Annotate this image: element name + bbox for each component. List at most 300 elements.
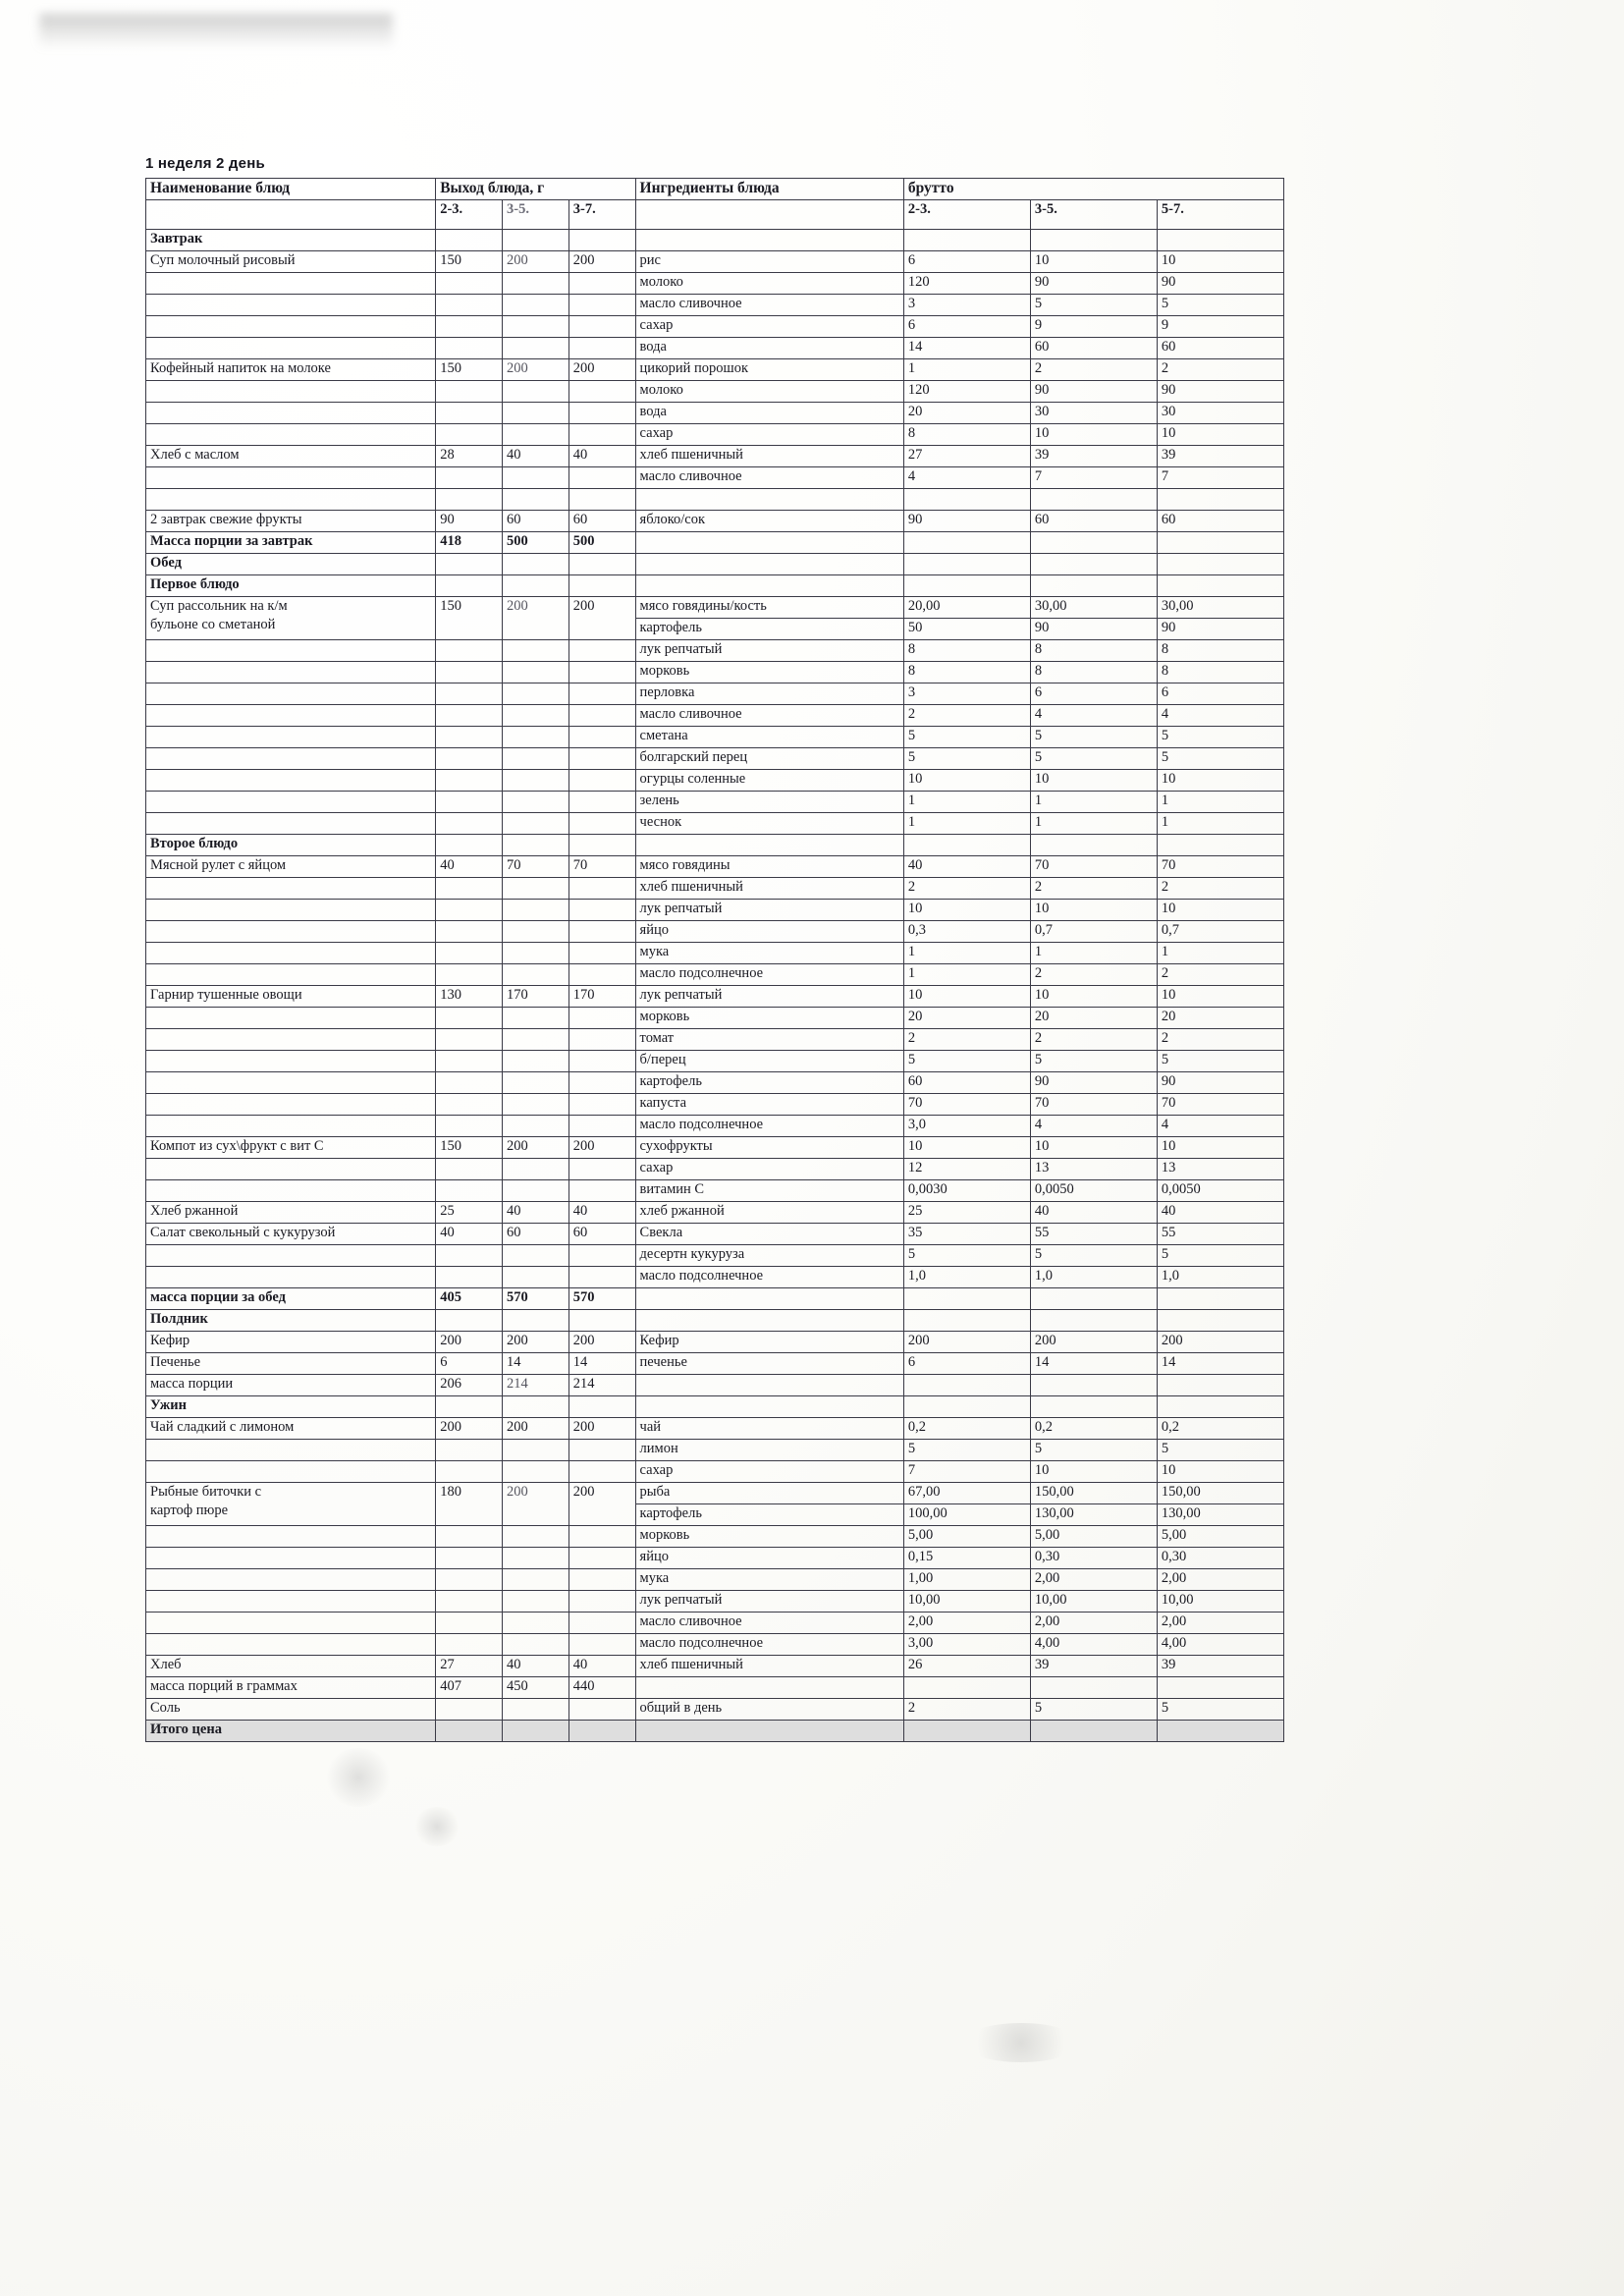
brutto-5-7 <box>1157 1677 1283 1699</box>
table-row <box>146 727 1284 748</box>
ingredient-name: чай <box>635 1418 903 1440</box>
yield-3-5 <box>502 964 568 986</box>
brutto-2-3: 4 <box>903 467 1030 489</box>
yield-3-7: 40 <box>568 1656 635 1677</box>
table-row <box>146 1137 1284 1159</box>
yield-3-5 <box>502 1310 568 1332</box>
brutto-3-5: 90 <box>1030 1072 1157 1094</box>
brutto-5-7: 90 <box>1157 273 1283 295</box>
subheader-yield-2-3: 2-3. <box>436 200 503 230</box>
dish-name <box>146 748 436 770</box>
yield-3-7 <box>568 1051 635 1072</box>
brutto-3-5: 5 <box>1030 1245 1157 1267</box>
yield-3-5 <box>502 1721 568 1742</box>
brutto-2-3: 3,0 <box>903 1116 1030 1137</box>
dish-name <box>146 900 436 921</box>
ingredient-name <box>635 230 903 251</box>
yield-3-7 <box>568 1008 635 1029</box>
ingredient-name: б/перец <box>635 1051 903 1072</box>
yield-3-7: 70 <box>568 856 635 878</box>
brutto-5-7: 4,00 <box>1157 1634 1283 1656</box>
empty-cell <box>1157 489 1283 511</box>
table-row <box>146 467 1284 489</box>
yield-3-7 <box>568 943 635 964</box>
yield-2-3: 90 <box>436 511 503 532</box>
yield-3-5 <box>502 1591 568 1613</box>
brutto-3-5 <box>1030 575 1157 597</box>
brutto-2-3: 20,00 <box>903 597 1030 619</box>
brutto-3-5: 8 <box>1030 640 1157 662</box>
table-row <box>146 597 1284 619</box>
brutto-5-7: 2 <box>1157 1029 1283 1051</box>
ingredient-name: десертн кукуруза <box>635 1245 903 1267</box>
dish-name <box>146 683 436 705</box>
brutto-3-5: 5 <box>1030 1051 1157 1072</box>
yield-3-7 <box>568 1116 635 1137</box>
brutto-3-5: 0,2 <box>1030 1418 1157 1440</box>
brutto-5-7: 5 <box>1157 1440 1283 1461</box>
yield-2-3 <box>436 1569 503 1591</box>
menu-table <box>145 178 1284 1742</box>
yield-3-7: 60 <box>568 511 635 532</box>
yield-3-7 <box>568 1721 635 1742</box>
yield-3-5 <box>502 640 568 662</box>
ingredient-name: Кефир <box>635 1332 903 1353</box>
brutto-3-5: 10 <box>1030 251 1157 273</box>
brutto-3-5: 20 <box>1030 1008 1157 1029</box>
brutto-5-7: 14 <box>1157 1353 1283 1375</box>
brutto-3-5: 0,7 <box>1030 921 1157 943</box>
ingredient-name: масло сливочное <box>635 1613 903 1634</box>
dish-name: Чай сладкий с лимоном <box>146 1418 436 1440</box>
brutto-2-3: 20 <box>903 403 1030 424</box>
brutto-2-3: 2 <box>903 1029 1030 1051</box>
brutto-5-7: 1 <box>1157 813 1283 835</box>
brutto-5-7: 130,00 <box>1157 1504 1283 1526</box>
brutto-2-3: 3 <box>903 683 1030 705</box>
brutto-2-3: 7 <box>903 1461 1030 1483</box>
yield-3-7 <box>568 770 635 792</box>
brutto-3-5: 10,00 <box>1030 1591 1157 1613</box>
ingredient-name: хлеб пшеничный <box>635 446 903 467</box>
yield-2-3 <box>436 1613 503 1634</box>
brutto-3-5: 130,00 <box>1030 1504 1157 1526</box>
ingredient-name: зелень <box>635 792 903 813</box>
yield-3-5 <box>502 878 568 900</box>
brutto-3-5: 5 <box>1030 295 1157 316</box>
yield-3-7 <box>568 748 635 770</box>
yield-2-3 <box>436 1440 503 1461</box>
ingredient-name: чеснок <box>635 813 903 835</box>
brutto-5-7 <box>1157 1288 1283 1310</box>
brutto-5-7: 6 <box>1157 683 1283 705</box>
yield-3-5 <box>502 835 568 856</box>
yield-3-7: 40 <box>568 446 635 467</box>
yield-3-5: 450 <box>502 1677 568 1699</box>
yield-3-5 <box>502 1440 568 1461</box>
yield-2-3 <box>436 1051 503 1072</box>
table-row <box>146 1353 1284 1375</box>
brutto-2-3: 120 <box>903 273 1030 295</box>
dish-name: Суп молочный рисовый <box>146 251 436 273</box>
dish-name <box>146 921 436 943</box>
yield-3-7 <box>568 381 635 403</box>
yield-2-3 <box>436 1699 503 1721</box>
subheader-cell-empty2 <box>635 200 903 230</box>
brutto-3-5: 200 <box>1030 1332 1157 1353</box>
brutto-2-3: 8 <box>903 424 1030 446</box>
yield-2-3 <box>436 943 503 964</box>
ingredient-name: сметана <box>635 727 903 748</box>
brutto-2-3 <box>903 1375 1030 1396</box>
yield-3-7 <box>568 1159 635 1180</box>
ingredient-name: болгарский перец <box>635 748 903 770</box>
subheader-brutto-2-3: 2-3. <box>903 200 1030 230</box>
yield-3-7 <box>568 792 635 813</box>
brutto-2-3 <box>903 575 1030 597</box>
brutto-3-5: 39 <box>1030 1656 1157 1677</box>
empty-cell <box>436 489 503 511</box>
brutto-5-7: 5 <box>1157 1051 1283 1072</box>
yield-3-5 <box>502 1008 568 1029</box>
brutto-5-7: 2 <box>1157 964 1283 986</box>
yield-3-7 <box>568 921 635 943</box>
yield-2-3 <box>436 295 503 316</box>
brutto-5-7: 20 <box>1157 1008 1283 1029</box>
brutto-2-3: 1 <box>903 359 1030 381</box>
brutto-3-5: 5 <box>1030 727 1157 748</box>
yield-3-5 <box>502 748 568 770</box>
yield-2-3 <box>436 1029 503 1051</box>
table-row <box>146 359 1284 381</box>
ingredient-name: хлеб ржанной <box>635 1202 903 1224</box>
brutto-2-3 <box>903 1310 1030 1332</box>
brutto-5-7 <box>1157 835 1283 856</box>
yield-3-5 <box>502 1180 568 1202</box>
ingredient-name: витамин С <box>635 1180 903 1202</box>
yield-2-3 <box>436 1180 503 1202</box>
header-cell-brutto: брутто <box>903 179 1283 200</box>
yield-3-7: 200 <box>568 1418 635 1440</box>
dish-name <box>146 1029 436 1051</box>
ingredient-name: яйцо <box>635 1548 903 1569</box>
brutto-5-7: 1 <box>1157 943 1283 964</box>
yield-2-3 <box>436 554 503 575</box>
brutto-5-7: 5 <box>1157 295 1283 316</box>
ingredient-name: лук репчатый <box>635 1591 903 1613</box>
brutto-3-5 <box>1030 1310 1157 1332</box>
ingredient-name: рис <box>635 251 903 273</box>
yield-3-5: 200 <box>502 1332 568 1353</box>
table-row <box>146 856 1284 878</box>
yield-3-5: 60 <box>502 511 568 532</box>
brutto-5-7: 5 <box>1157 1699 1283 1721</box>
brutto-3-5 <box>1030 1288 1157 1310</box>
brutto-5-7: 7 <box>1157 467 1283 489</box>
brutto-3-5: 4 <box>1030 1116 1157 1137</box>
brutto-2-3: 1 <box>903 943 1030 964</box>
yield-3-7 <box>568 813 635 835</box>
brutto-5-7: 40 <box>1157 1202 1283 1224</box>
brutto-2-3: 50 <box>903 619 1030 640</box>
yield-3-5: 500 <box>502 532 568 554</box>
yield-2-3: 150 <box>436 1137 503 1159</box>
yield-2-3 <box>436 683 503 705</box>
ingredient-name: картофель <box>635 1072 903 1094</box>
table-row <box>146 878 1284 900</box>
table-row <box>146 640 1284 662</box>
brutto-3-5: 30 <box>1030 403 1157 424</box>
yield-3-7 <box>568 900 635 921</box>
yield-2-3 <box>436 748 503 770</box>
brutto-3-5: 90 <box>1030 619 1157 640</box>
ingredient-name: общий в день <box>635 1699 903 1721</box>
ingredient-name: масло подсолнечное <box>635 964 903 986</box>
brutto-5-7: 9 <box>1157 316 1283 338</box>
ingredient-name: мука <box>635 943 903 964</box>
table-header-row <box>146 179 1284 200</box>
brutto-5-7: 5 <box>1157 748 1283 770</box>
table-row <box>146 446 1284 467</box>
brutto-5-7: 90 <box>1157 1072 1283 1094</box>
brutto-2-3: 67,00 <box>903 1483 1030 1504</box>
dish-name <box>146 964 436 986</box>
yield-3-7: 14 <box>568 1353 635 1375</box>
yield-2-3 <box>436 1159 503 1180</box>
dish-name <box>146 1440 436 1461</box>
table-row <box>146 1267 1284 1288</box>
dish-name <box>146 705 436 727</box>
ingredient-name: сухофрукты <box>635 1137 903 1159</box>
section-label: Второе блюдо <box>146 835 436 856</box>
yield-3-5 <box>502 921 568 943</box>
brutto-5-7: 2,00 <box>1157 1613 1283 1634</box>
brutto-3-5: 8 <box>1030 662 1157 683</box>
table-row <box>146 900 1284 921</box>
yield-3-7 <box>568 878 635 900</box>
ingredient-name: лук репчатый <box>635 900 903 921</box>
brutto-5-7 <box>1157 575 1283 597</box>
yield-2-3: 40 <box>436 856 503 878</box>
brutto-2-3: 1 <box>903 964 1030 986</box>
table-row <box>146 1591 1284 1613</box>
table-row <box>146 943 1284 964</box>
yield-3-5: 200 <box>502 359 568 381</box>
yield-3-5 <box>502 1461 568 1483</box>
page-title: 1 неделя 2 день <box>145 155 265 172</box>
brutto-2-3: 60 <box>903 1072 1030 1094</box>
yield-3-7 <box>568 467 635 489</box>
table-row <box>146 662 1284 683</box>
ingredient-name: масло сливочное <box>635 705 903 727</box>
table-row <box>146 792 1284 813</box>
table-row <box>146 1396 1284 1418</box>
yield-2-3 <box>436 467 503 489</box>
yield-3-5 <box>502 792 568 813</box>
table-row <box>146 1245 1284 1267</box>
table-row <box>146 381 1284 403</box>
dish-name <box>146 424 436 446</box>
dish-name <box>146 295 436 316</box>
yield-3-7 <box>568 424 635 446</box>
brutto-2-3 <box>903 1721 1030 1742</box>
brutto-2-3: 2,00 <box>903 1613 1030 1634</box>
yield-3-5: 40 <box>502 1202 568 1224</box>
table-row <box>146 1094 1284 1116</box>
table-row <box>146 295 1284 316</box>
brutto-3-5: 55 <box>1030 1224 1157 1245</box>
yield-3-5 <box>502 554 568 575</box>
menu-document <box>145 155 1284 1742</box>
yield-3-7 <box>568 1072 635 1094</box>
brutto-3-5: 5 <box>1030 1440 1157 1461</box>
yield-3-5: 200 <box>502 1418 568 1440</box>
ingredient-name: морковь <box>635 662 903 683</box>
yield-2-3: 150 <box>436 597 503 640</box>
yield-3-5 <box>502 813 568 835</box>
yield-3-7 <box>568 705 635 727</box>
yield-3-5 <box>502 1699 568 1721</box>
yield-3-7 <box>568 835 635 856</box>
brutto-2-3 <box>903 835 1030 856</box>
yield-3-7 <box>568 554 635 575</box>
brutto-2-3: 8 <box>903 640 1030 662</box>
table-row <box>146 403 1284 424</box>
table-row <box>146 683 1284 705</box>
brutto-2-3: 10 <box>903 770 1030 792</box>
yield-3-5 <box>502 1116 568 1137</box>
dish-name <box>146 1267 436 1288</box>
ingredient-name: молоко <box>635 381 903 403</box>
dish-name <box>146 1569 436 1591</box>
yield-2-3 <box>436 1396 503 1418</box>
brutto-2-3: 100,00 <box>903 1504 1030 1526</box>
yield-2-3: 130 <box>436 986 503 1008</box>
ingredient-name: мясо говядины <box>635 856 903 878</box>
dish-name: Хлеб <box>146 1656 436 1677</box>
yield-3-5 <box>502 900 568 921</box>
yield-3-7: 200 <box>568 1332 635 1353</box>
brutto-3-5: 2 <box>1030 964 1157 986</box>
yield-3-5 <box>502 1634 568 1656</box>
brutto-5-7: 0,2 <box>1157 1418 1283 1440</box>
yield-3-7 <box>568 295 635 316</box>
ingredient-name: огурцы соленные <box>635 770 903 792</box>
ingredient-name: Свекла <box>635 1224 903 1245</box>
dish-name <box>146 1180 436 1202</box>
brutto-2-3: 2 <box>903 878 1030 900</box>
brutto-2-3: 1,0 <box>903 1267 1030 1288</box>
yield-2-3 <box>436 1245 503 1267</box>
brutto-2-3 <box>903 230 1030 251</box>
dish-name <box>146 640 436 662</box>
ingredient-name: сахар <box>635 316 903 338</box>
table-row <box>146 986 1284 1008</box>
subheader-brutto-5-7: 5-7. <box>1157 200 1283 230</box>
brutto-2-3: 90 <box>903 511 1030 532</box>
yield-3-5: 200 <box>502 1137 568 1159</box>
table-row <box>146 1332 1284 1353</box>
yield-2-3 <box>436 705 503 727</box>
yield-3-5 <box>502 1548 568 1569</box>
yield-3-7 <box>568 1548 635 1569</box>
yield-3-7 <box>568 1569 635 1591</box>
brutto-2-3: 5 <box>903 727 1030 748</box>
ingredient-name: лимон <box>635 1440 903 1461</box>
table-row <box>146 1288 1284 1310</box>
yield-2-3 <box>436 1721 503 1742</box>
yield-2-3 <box>436 1094 503 1116</box>
yield-3-5 <box>502 273 568 295</box>
yield-3-5 <box>502 705 568 727</box>
yield-2-3: 40 <box>436 1224 503 1245</box>
brutto-5-7: 90 <box>1157 619 1283 640</box>
section-label: Ужин <box>146 1396 436 1418</box>
table-row <box>146 338 1284 359</box>
dish-name: Кефир <box>146 1332 436 1353</box>
brutto-5-7: 0,0050 <box>1157 1180 1283 1202</box>
brutto-2-3: 0,0030 <box>903 1180 1030 1202</box>
ingredient-name: яйцо <box>635 921 903 943</box>
subheader-yield-3-5: 3-5. <box>502 200 568 230</box>
yield-3-7 <box>568 727 635 748</box>
ingredient-name <box>635 575 903 597</box>
dish-name: 2 завтрак свежие фрукты <box>146 511 436 532</box>
dish-name <box>146 878 436 900</box>
ingredient-name: морковь <box>635 1526 903 1548</box>
yield-2-3 <box>436 921 503 943</box>
yield-2-3 <box>436 1267 503 1288</box>
yield-3-7 <box>568 1310 635 1332</box>
table-row <box>146 1202 1284 1224</box>
dish-name <box>146 1634 436 1656</box>
brutto-5-7: 60 <box>1157 338 1283 359</box>
brutto-2-3: 120 <box>903 381 1030 403</box>
brutto-2-3: 5 <box>903 1245 1030 1267</box>
yield-3-7 <box>568 575 635 597</box>
yield-2-3 <box>436 900 503 921</box>
yield-3-7: 200 <box>568 1137 635 1159</box>
yield-2-3 <box>436 424 503 446</box>
brutto-3-5: 10 <box>1030 1461 1157 1483</box>
ingredient-name: масло сливочное <box>635 467 903 489</box>
brutto-2-3: 27 <box>903 446 1030 467</box>
brutto-3-5: 30,00 <box>1030 597 1157 619</box>
brutto-2-3: 3,00 <box>903 1634 1030 1656</box>
brutto-3-5: 4 <box>1030 705 1157 727</box>
brutto-3-5: 2 <box>1030 359 1157 381</box>
brutto-3-5 <box>1030 554 1157 575</box>
header-cell-ingredients: Ингредиенты блюда <box>635 179 903 200</box>
brutto-2-3: 8 <box>903 662 1030 683</box>
table-row <box>146 964 1284 986</box>
brutto-5-7: 2 <box>1157 878 1283 900</box>
brutto-2-3: 25 <box>903 1202 1030 1224</box>
ingredient-name: масло сливочное <box>635 295 903 316</box>
yield-2-3 <box>436 575 503 597</box>
brutto-5-7: 90 <box>1157 381 1283 403</box>
table-row <box>146 770 1284 792</box>
brutto-2-3: 35 <box>903 1224 1030 1245</box>
dish-name <box>146 1116 436 1137</box>
table-row <box>146 489 1284 511</box>
yield-3-7 <box>568 1267 635 1288</box>
table-row <box>146 1483 1284 1504</box>
brutto-2-3: 5 <box>903 748 1030 770</box>
table-row <box>146 1461 1284 1483</box>
header-cell-yield: Выход блюда, г <box>436 179 635 200</box>
yield-3-5 <box>502 770 568 792</box>
